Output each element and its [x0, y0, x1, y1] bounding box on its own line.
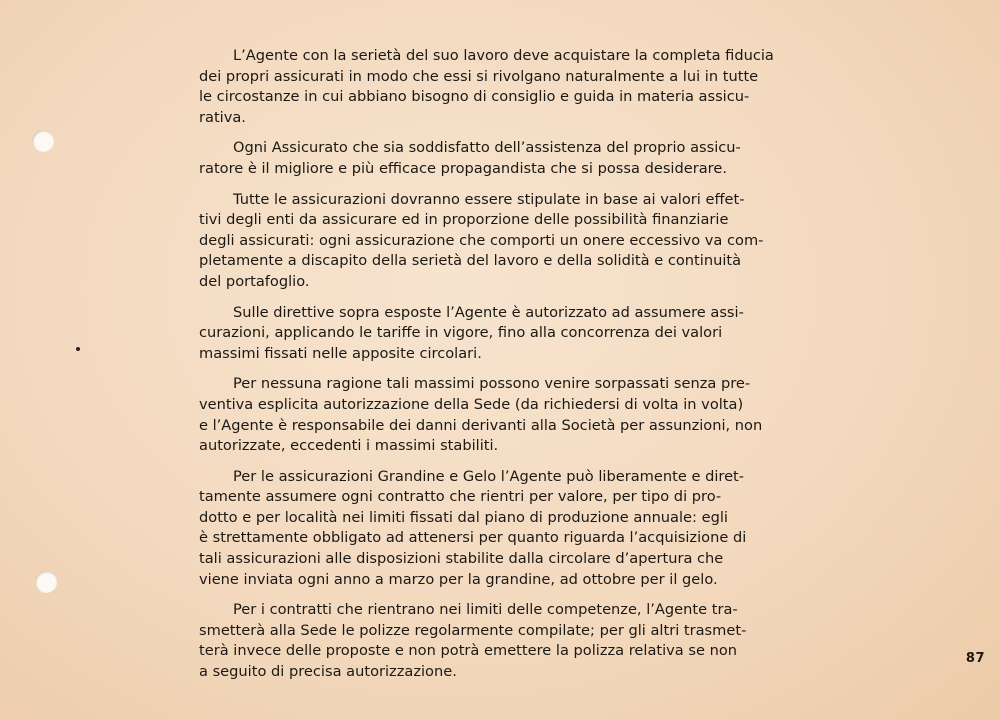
text-line: degli assicurati: ogni assicurazione che comporti un onere eccessivo va com-: [199, 231, 764, 249]
text-line: massimi fissati nelle apposite circolari.: [199, 344, 482, 362]
text-line: terà invece delle proposte e non potrà emettere la polizza relativa se non: [199, 642, 738, 660]
binder-hole: [35, 571, 57, 593]
text-line: le circostanze in cui abbiano bisogno di consiglio e guida in materia assicu-: [199, 88, 750, 106]
text-line: ratore è il migliore e più efficace propagandista che si possa desiderare.: [199, 159, 727, 177]
text-line: L’Agente con la serietà del suo lavoro deve acquistare la completa fiducia: [233, 47, 774, 64]
text-line: ventiva esplicita autorizzazione della Sede (da richiedersi di volta in volta): [199, 395, 744, 413]
text-line: del portafoglio.: [199, 272, 310, 290]
paragraph: [199, 374, 763, 456]
text-line: viene inviata ogni anno a marzo per la grandine, ad ottobre per il gelo.: [199, 570, 718, 588]
text-line: curazioni, applicando le tariffe in vigore, fino alla concorrenza dei valori: [199, 324, 723, 342]
text-line: smetterà alla Sede le polizze regolarmente compilate; per gli altri trasmet-: [199, 621, 747, 639]
text-line: è strettamente obbligato ad attenersi per quanto riguarda l’acquisizione di: [199, 529, 747, 547]
text-line: tamente assumere ogni contratto che rientri per valore, per tipo di pro-: [199, 488, 722, 506]
page-number: 87: [965, 651, 985, 666]
paragraph: [199, 467, 749, 591]
text-line: Ogni Assicurato che sia soddisfatto dell’assistenza del proprio assicu-: [233, 139, 741, 157]
paragraph: [199, 600, 749, 682]
text-line: Per nessuna ragione tali massimi possono venire sorpassati senza pre-: [233, 375, 751, 393]
text-line: Per le assicurazioni Grandine e Gelo l’Agente può liberamente e diret-: [233, 467, 745, 485]
text-line: rativa.: [199, 108, 246, 126]
paragraph: [199, 190, 764, 293]
text-line: Sulle direttive sopra esposte l’Agente è autorizzato ad assumere assi-: [233, 303, 744, 321]
text-line: e l’Agente è responsabile dei danni derivanti alla Società per assunzioni, non: [199, 416, 763, 434]
paragraph: [199, 46, 774, 128]
text-line: pletamente a discapito della serietà del lavoro e della solidità e continuità: [199, 252, 742, 270]
text-line: autorizzate, eccedenti i massimi stabiliti.: [199, 437, 499, 455]
ink-speck: [76, 347, 80, 351]
binder-hole: [32, 130, 54, 152]
text-line: a seguito di precisa autorizzazione.: [199, 663, 457, 681]
text-line: dei propri assicurati in modo che essi si rivolgano naturalmente a lui in tutte: [199, 67, 759, 85]
text-line: dotto e per località nei limiti fissati dal piano di produzione annuale: egli: [199, 508, 728, 526]
text-line: Per i contratti che rientrano nei limiti delle competenze, l’Agente tra-: [233, 601, 738, 619]
text-line: tivi degli enti da assicurare ed in proporzione delle possibilità finanziarie: [199, 211, 729, 229]
text-line: Tutte le assicurazioni dovranno essere stipulate in base ai valori effet-: [233, 190, 745, 208]
paragraph: [199, 303, 749, 365]
body-text: [199, 46, 774, 693]
paragraph: [199, 138, 749, 179]
text-line: tali assicurazioni alle disposizioni stabilite dalla circolare d’apertura che: [199, 550, 724, 568]
